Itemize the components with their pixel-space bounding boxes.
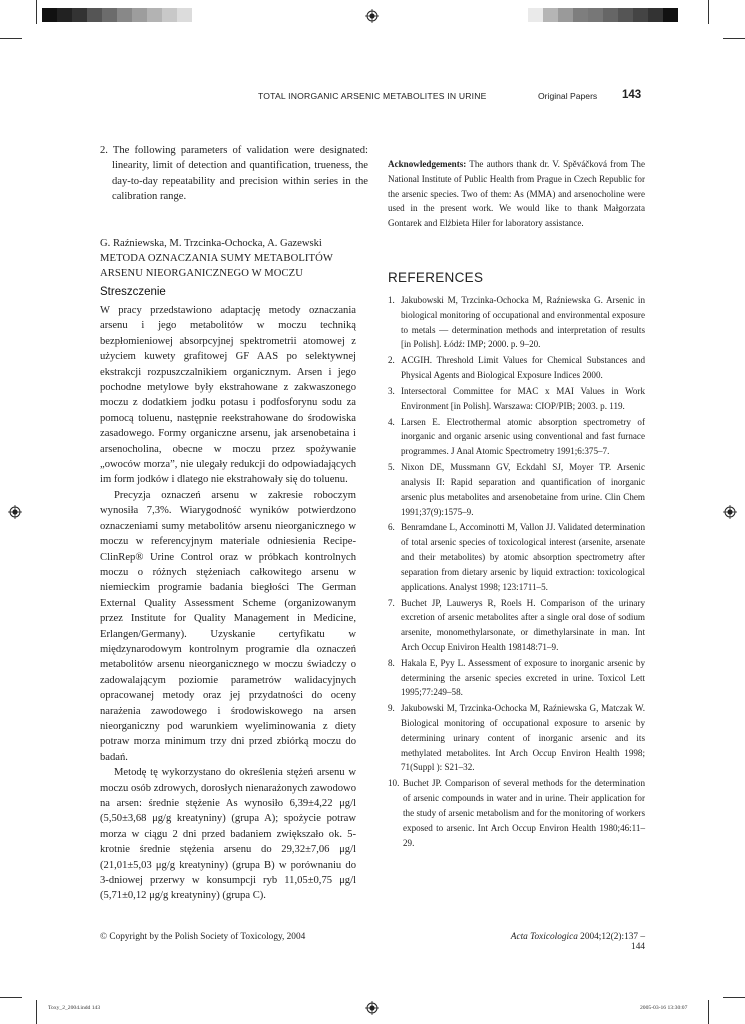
reference-text: Jakubowski M, Trzcinka-Ochocka M, Raźniewska G. Arsenic in biological monitoring of occupational and environmental exposure to metals — determination methods and interpretation of results [in Polish]. Łódź: IMP; 2000. p. 9–20. — [401, 295, 645, 350]
reference-item — [388, 776, 645, 850]
references-heading: REFERENCES — [388, 270, 484, 285]
color-bar-left — [42, 8, 192, 22]
reference-item — [388, 656, 645, 700]
reference-number: 5. — [388, 462, 395, 473]
streszczenie-paragraph: Metodę tę wykorzystano do określenia stężeń arsenu w moczu osób zdrowych, dorosłych nienarażonych zawodowo na arsen: średnie stężenie As wynosiło 6,39±4,22 μg/l (5,50±3,68 μg/g kreatyniny) (grupa A); spożycie potraw morza w ciągu 2 dni przed badaniem zwiększało ok. 5-krotnie średnie stężenia arsenu do 29,32±7,06 μg/l (21,01±5,03 μg/g kreatyniny) (grupa B) w porównaniu do 3-dniowej przerwy w konsumpcji ryb 11,05±0,75 μg/l (5,71±0,12 μg/g kreatyniny) (grupa C). — [100, 767, 356, 902]
reference-item — [388, 384, 645, 414]
crop-mark — [0, 38, 22, 39]
running-title: TOTAL INORGANIC ARSENIC METABOLITES IN URINE — [258, 91, 487, 101]
crop-mark — [0, 997, 22, 998]
reference-text: Buchet JP. Comparison of several methods for the determination of arsenic compounds in water and in urine. Their application for the study of arsenic metabolism and for the monitoring of workers exposed to arsenic. Int Arch Occup Environ Health 1980;46:11–29. — [403, 778, 645, 848]
reference-number: 7. — [388, 597, 395, 608]
reference-item — [388, 701, 645, 775]
journal-citation — [497, 932, 645, 952]
file-slug: Toxy_2_2004.indd 143 — [48, 1005, 101, 1011]
reference-number: 8. — [388, 657, 395, 668]
page-number: 143 — [622, 89, 642, 101]
crop-mark — [36, 0, 37, 24]
acknowledgements-label: Acknowledgements: — [388, 159, 467, 169]
reference-item — [388, 460, 645, 519]
crop-mark — [708, 0, 709, 24]
citation-details: 2004;12(2):137 – 144 — [577, 932, 645, 952]
crop-mark — [723, 997, 745, 998]
streszczenie-heading: Streszczenie — [100, 286, 166, 298]
reference-text: Benramdane L, Accominotti M, Vallon JJ. Validated determination of total arsenic species of toxicological interest (arsenite, arsenate and their metabolites) by atomic absorption spectrometry after separation from dietary arsenic by liquid extraction: toxicological applications. Analyst 1998; 123:1711–5. — [401, 522, 645, 592]
reference-text: Larsen E. Electrothermal atomic absorption spectrometry of inorganic and organic arsenic using conventional and fast furnace programmes. J Anal Atomic Spectrometry 1991;6:375–7. — [401, 416, 645, 457]
streszczenie-paragraph: Precyzja oznaczeń arsenu w zakresie roboczym wynosiła 7,3%. Wiarygodność wyników potwierdzono oznaczeniami sumy metabolitów arsenu nieorganicznego w moczu w referencyjnym materiale odniesienia Recipe-ClinRep® Urine Control oraz w próbkach kontrolnych moczu o różnych stężeniach całkowitego arsenu w niemieckim programie badania biegłości The German External Quality Assessment Scheme (organizowanym przez Institute for Quality Management in Medicine, Erlangen/Germany). Uzyskanie certyfikatu w międzynarodowym kontrolnym programie dla oznaczeń metabolitów arsenu nieorganicznego w moczu świadczy o zadowalającym poziomie parametrów walidacyjnych opracowanej metody oraz jej przydatności do oceny narażenia zawodowego i środowiskowego na arsen nieorganiczny pod warunkiem wyeliminowania z diety potraw morza minimum trzy dni przed zbiórką moczu do badań. — [100, 489, 356, 763]
streszczenie-body — [100, 303, 356, 904]
reference-text: Intersectoral Committee for MAC x MAI Values in Work Environment [in Polish]. Warszawa: CIOP/PIB; 2003. p. 119. — [401, 385, 645, 411]
reference-number: 10. — [388, 778, 400, 789]
copyright-line: © Copyright by the Polish Society of Toxicology, 2004 — [100, 932, 306, 942]
reference-text: Hakala E, Pyy L. Assessment of exposure to inorganic arsenic by determining the arsenic species excreted in urine. Toxicol Lett 1995;77:249–58. — [401, 657, 645, 698]
reference-text: Nixon DE, Mussmann GV, Eckdahl SJ, Moyer TP. Arsenic analysis II: Rapid separation and quantification of inorganic arsenic plus metabolites and arsenobetaine from urine. Clin Chem 1991;37(9):1575–9. — [401, 462, 645, 517]
running-header — [100, 89, 648, 105]
streszczenie-paragraph: W pracy przedstawiono adaptację metody oznaczania arsenu i jego metabolitów w moczu techniką bezpłomieniowej absorpcyjnej spektrometrii atomowej z użyciem kuwety grafitowej GF AAS po selektywnej ekstrakcji rozpuszczalnikiem organicznym. Arsen i jego pochodne metylowe były ekstrahowane z zakwaszonego moczu z dodatkiem jodku potasu i podfosforynu sodu za pomocą toluenu, następnie reekstrahowane do środowiska zasadowego. Formy organiczne arsenu, jak arsenobetaina i arsenocholina, obecne w moczu przez spożywanie „owoców morza”, nie ulegały redukcji do odpowiadających im form jodków i dlatego nie ekstrahowały się do toluenu. — [100, 305, 356, 486]
validation-item-2: 2. The following parameters of validation were designated: linearity, limit of detection and quantification, trueness, the day-to-day repeatability and precision within series in the calibration range. — [100, 145, 368, 203]
registration-mark-icon — [723, 505, 737, 519]
reference-text: ACGIH. Threshold Limit Values for Chemical Substances and Physical Agents and Biological Exposure Indices 2000. — [401, 355, 645, 381]
reference-item — [388, 415, 645, 459]
registration-mark-icon — [365, 1001, 379, 1015]
color-bar-right — [528, 8, 678, 22]
reference-item — [388, 353, 645, 383]
crop-mark — [723, 38, 745, 39]
reference-text: Buchet JP, Lauwerys R, Roels H. Comparison of the urinary excretion of arsenic metabolites after a single oral dose of sodium arsenite, monomethylarsonate, or dimethylarsinate in man. Int Arch Occup Eniviron Health 198148:71–9. — [401, 597, 645, 652]
date-slug: 2005-03-16 13:30:07 — [640, 1005, 688, 1011]
acknowledgements — [388, 157, 645, 231]
reference-number: 1. — [388, 295, 395, 305]
reference-number: 2. — [388, 355, 395, 366]
journal-name: Acta Toxicologica — [510, 932, 578, 942]
section-label: Original Papers — [538, 91, 598, 101]
reference-item — [388, 293, 645, 352]
reference-number: 6. — [388, 522, 395, 533]
reference-number: 4. — [388, 416, 395, 427]
reference-number: 3. — [388, 385, 395, 396]
reference-text: Jakubowski M, Trzcinka-Ochocka M, Raźniewska G, Matczak W. Biological monitoring of occupational exposure to arsenic by determining urinary content of inorganic arsenic and its methylated metabolites. Int Arch Occup Environ Health 1998; 71(Suppl ): S21–32. — [401, 703, 645, 773]
polish-abstract-title: METODA OZNACZANIA SUMY METABOLITÓW ARSENU NIEORGANICZNEGO W MOCZU — [100, 253, 333, 280]
acknowledgements-text: The authors thank dr. V. Spěváčková from The National Institute of Public Health from Prague in Czech Republic for the arsenic species. Two of them: As (MMA) and arsenocholine were used in the present work. We would like to thank Małgorzata Gontarek and Elżbieta Hiler for laboratory assistance. — [388, 159, 645, 229]
reference-item — [388, 520, 645, 594]
reference-number: 9. — [388, 703, 395, 714]
registration-mark-icon — [365, 9, 379, 23]
reference-list — [388, 293, 645, 851]
crop-mark — [708, 1000, 709, 1024]
registration-mark-icon — [8, 505, 22, 519]
reference-item — [388, 596, 645, 655]
polish-abstract-authors: G. Raźniewska, M. Trzcinka-Ochocka, A. Gazewski — [100, 238, 322, 249]
crop-mark — [36, 1000, 37, 1024]
